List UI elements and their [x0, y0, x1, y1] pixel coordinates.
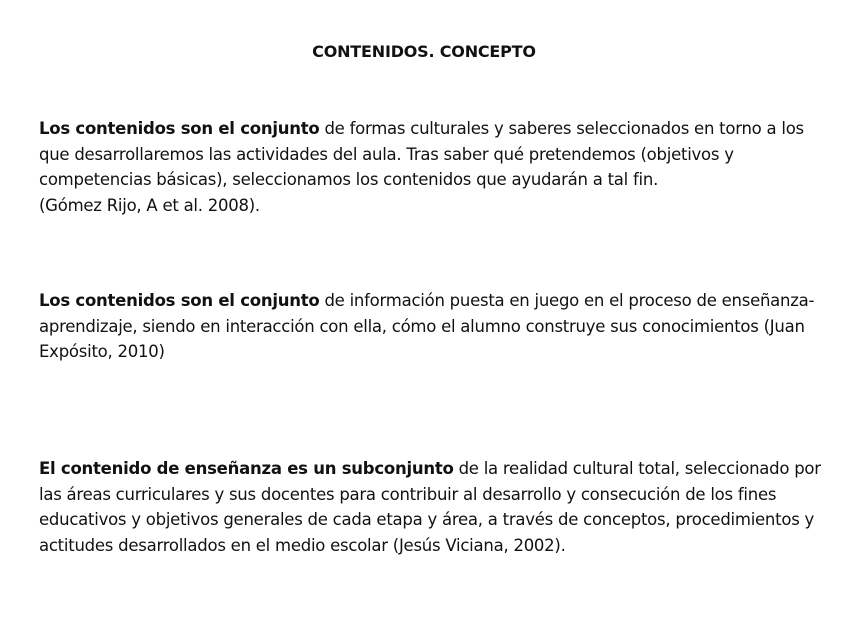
paragraph-body: de la realidad cultural total, seleccionado por las áreas curriculares y sus docentes para contribuir al desarrollo y consecución de los fines educativos y objetivos generales de cada etapa y área, a través de conceptos, procedimientos y actitudes desarrollados en el medio escolar (Jesús Viciana, 2002). — [39, 459, 821, 555]
page-title: CONTENIDOS. CONCEPTO — [312, 42, 536, 61]
definition-paragraph-3 — [39, 456, 829, 558]
paragraph-citation: (Gómez Rijo, A et al. 2008). — [39, 195, 260, 215]
paragraph-body: de formas culturales y saberes seleccionados en torno a los que desarrollaremos las actividades del aula. Tras saber qué pretendemos (objetivos y competencias básicas), seleccionamos los contenidos que ayudarán a tal fin. — [39, 119, 804, 189]
paragraph-body: de información puesta en juego en el proceso de enseñanza-aprendizaje, siendo en interacción con ella, cómo el alumno construye sus conocimientos (Juan Expósito, 2010) — [39, 291, 815, 361]
definition-paragraph-1 — [39, 116, 829, 218]
paragraph-lead: Los contenidos son el conjunto — [39, 119, 320, 138]
paragraph-lead: El contenido de enseñanza es un subconjunto — [39, 459, 454, 478]
paragraph-lead: Los contenidos son el conjunto — [39, 291, 320, 310]
definition-paragraph-2 — [39, 288, 829, 365]
